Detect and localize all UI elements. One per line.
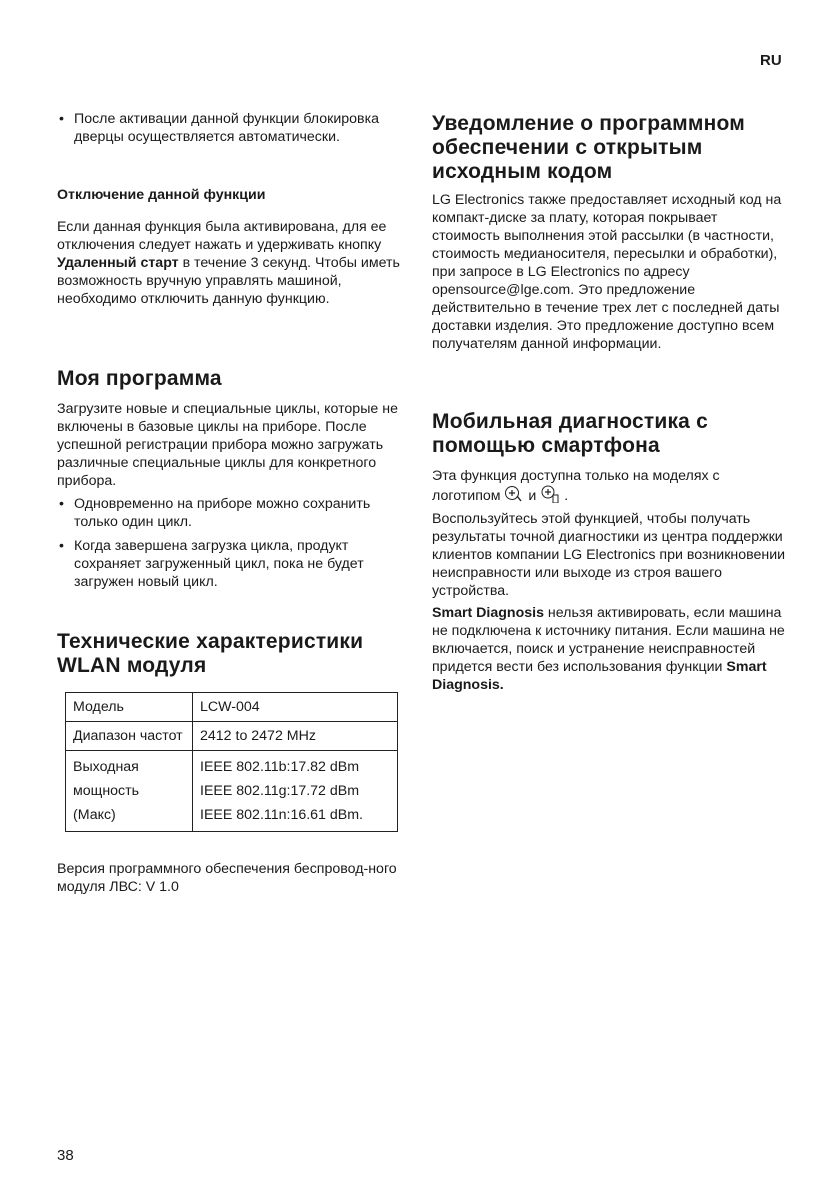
table-row [66, 722, 398, 751]
mobile-diagnosis-description: Воспользуйтесь этой функцией, чтобы получать результаты точной диагностики из центра поддержки клиентов компании LG Electronics при возникновении неисправности или выходе из строя вашего устройства. [432, 511, 786, 599]
disable-function-heading: Отключение данной функции [57, 187, 266, 203]
mobile-diagnosis-availability: Эта функция доступна только на моделях с логотипом и . [432, 467, 787, 508]
list-item: • После активации данной функции блокировка дверцы осуществляется автоматически. [57, 110, 407, 146]
smart-diagnosis-term: Smart Diagnosis. [432, 659, 767, 693]
remote-start-term: Удаленный старт [57, 255, 179, 271]
my-program-text: Загрузите новые и специальные циклы, которые не включены в базовые циклы на приборе. После успешной регистрации прибора можно загружать различные специальные циклы для конкретного прибора. [57, 401, 398, 489]
table-cell: Модель [66, 693, 193, 722]
smart-diagnosis-term: Smart Diagnosis [432, 605, 544, 621]
smart-diagnosis-phone-icon [504, 485, 524, 508]
smart-diagnosis-app-icon [540, 485, 560, 508]
page-number: 38 [57, 1147, 74, 1164]
mobile-diagnosis-title: Мобильная диагностика с помощью смартфона [432, 410, 708, 457]
software-version-text: Версия программного обеспечения беспровод-ного модуля ЛВС: V 1.0 [57, 861, 397, 895]
table-cell [193, 751, 398, 832]
list-item: • Когда завершена загрузка цикла, продукт сохраняет загруженный цикл, пока не будет загружен новый цикл. [57, 537, 407, 591]
cell-line: (Макс) [73, 807, 116, 823]
my-program-bullet-list [57, 495, 407, 591]
open-source-title: Уведомление о программном обеспечении с открытым исходным кодом [432, 112, 745, 183]
language-label: RU [760, 52, 782, 69]
my-program-title: Моя программа [57, 367, 222, 390]
table-cell [66, 751, 193, 832]
cell-line: IEEE 802.11n:16.61 dBm. [200, 807, 364, 823]
table-cell: LCW-004 [193, 693, 398, 722]
cell-line: мощность [73, 783, 140, 799]
wlan-spec-title: Технические характеристики WLAN модуля [57, 630, 364, 677]
smart-diagnosis-note: Smart Diagnosis нельзя активировать, если машина не подключена к источнику питания. Если машина не включается, поиск и устранение неисправностей придется вести без использования функции Smart Diagnosis. [432, 605, 785, 693]
list-item: • Одновременно на приборе можно сохранить только один цикл. [57, 495, 407, 531]
cell-line: IEEE 802.11b:17.82 dBm [200, 759, 360, 775]
wlan-spec-table-wrapper [65, 692, 407, 832]
table-cell: 2412 to 2472 MHz [193, 722, 398, 751]
table-row [66, 693, 398, 722]
table-cell: Диапазон частот [66, 722, 193, 751]
table-row [66, 751, 398, 832]
cell-line: Выходная [73, 759, 139, 775]
cell-line: IEEE 802.11g:17.72 dBm [200, 783, 360, 799]
wlan-spec-table [65, 692, 398, 832]
open-source-text: LG Electronics также предоставляет исходный код на компакт-диске за плату, которая покрывает стоимость выполнения этой рассылки (в частности, стоимость медианосителя, пересылки и обработки), при запросе в LG Electronics по адресу opensource@lge.com. Это предложение действительно в течение трех лет с последней даты доставки изделия. Это предложение доступно всем получателям данной информации. [432, 192, 782, 352]
auto-lock-bullet-list [57, 110, 407, 146]
disable-function-text: Если данная функция была активирована, для ее отключения следует нажать и удерживать кнопку Удаленный старт в течение 3 секунд. Чтобы иметь возможность вручную управлять машиной, необходимо отключить данную функцию. [57, 219, 400, 307]
